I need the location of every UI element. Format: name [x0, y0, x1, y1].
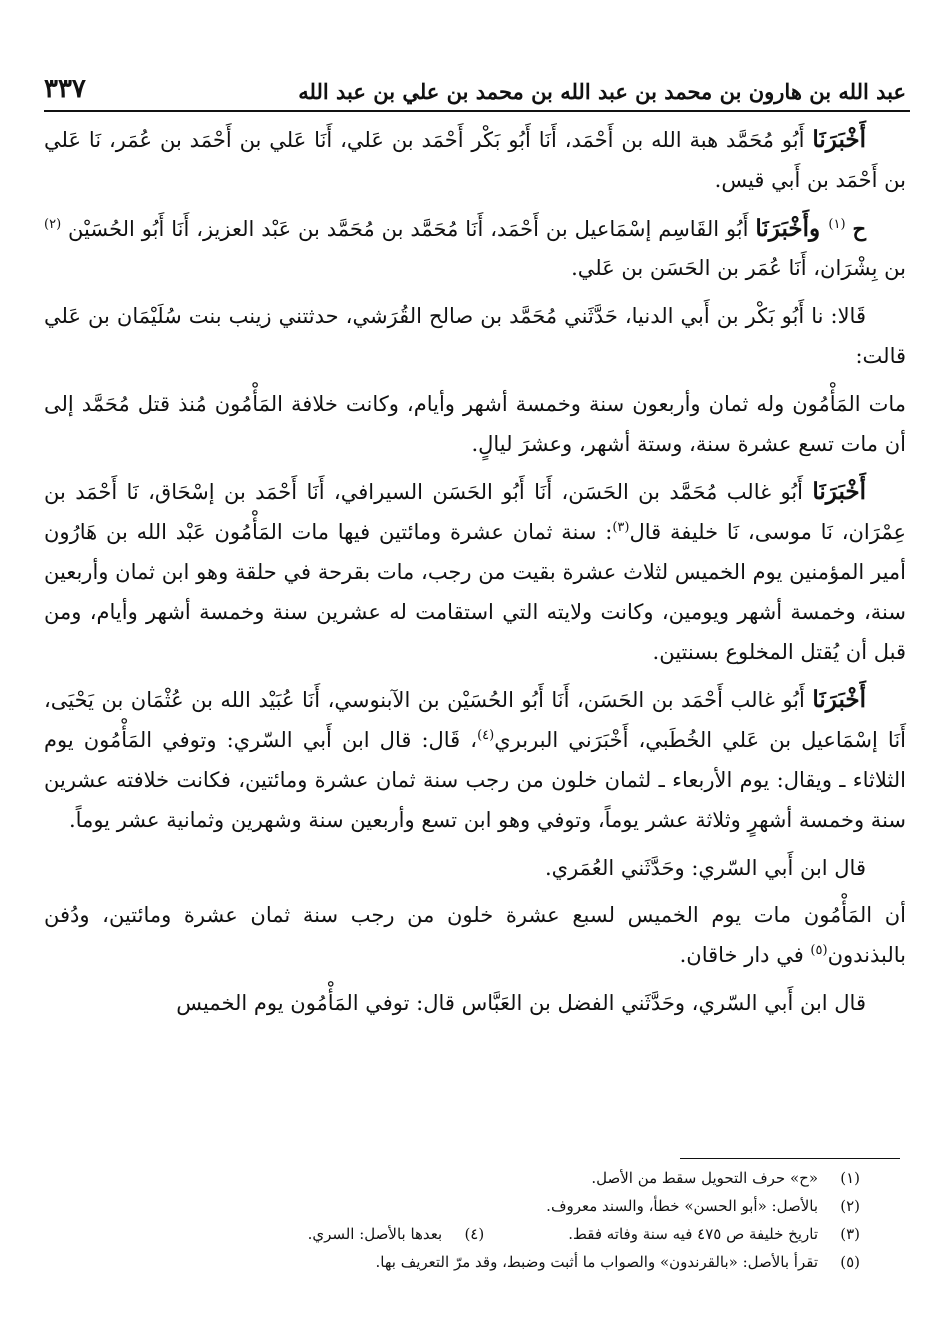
footnote-3: [568, 1220, 864, 1248]
paragraph-text: في دار خاقان.: [679, 943, 811, 968]
paragraph-6: [44, 680, 906, 840]
footnote-number: (٥): [840, 1253, 860, 1271]
paragraph-text: قَالا: نا أَبُو بَكْر بن أَبي الدنيا، حَدَّثَني مُحَمَّد بن صالح القُرَشي، حدثتني زينب بنت سُلَيْمَان بن عَلي قالت:: [44, 304, 906, 368]
footnote-ref-5[interactable]: (٥): [810, 943, 828, 959]
footnote-text: تاريخ خليفة ص ٤٧٥ فيه سنة وفاته فقط.: [568, 1225, 818, 1243]
paragraph-7: [44, 849, 906, 889]
paragraph-text: بن بِشْرَان، أَنَا عُمَر بن الحَسَن بن عَلي.: [571, 256, 906, 281]
paragraph-text: مات المَأْمُون وله ثمان وأربعون سنة وخمسة أشهر وأيام، وكانت خلافة المَأْمُون مُنذ قتل مُحَمَّد إلى أن مات تسع عشرة سنة، وستة أشهر، وعشرَ ليالٍ.: [44, 391, 907, 456]
footnotes: [44, 1164, 864, 1276]
footnote-ref-2[interactable]: (٢): [44, 216, 62, 232]
footnote-number: (٤): [464, 1225, 485, 1243]
paragraph-text: قال ابن أَبي السّري: وحَدَّثَني العُمَري.: [544, 855, 866, 880]
paragraph-text: أَبُو مُحَمَّد هبة الله بن أَحْمَد، أَنَا أَبُو بَكْر أَحْمَد بن عَلي، أَنَا عَلي بن أَحْمَد بن عُمَر، نَا عَلي بن أَحْمَد بن أَبي قيس.: [44, 128, 906, 192]
paragraph-text: قال ابن أَبي السّري، وحَدَّثَني الفضل بن العَبَّاس قال: توفي المَأْمُون يوم الخميس: [176, 990, 866, 1015]
header-rule: [44, 110, 910, 112]
akhbarana-keyword: وأَخْبَرَنَا: [755, 214, 829, 242]
footnote-4: [308, 1220, 489, 1248]
running-title: عبد الله بن هارون بن محمد بن عبد الله بن محمد بن علي بن عبد الله: [298, 79, 906, 104]
akhbarana-keyword: أَخْبَرَنَا: [812, 478, 866, 506]
tahwil-mark: ح: [852, 215, 866, 241]
footnote-number: (٢): [840, 1197, 860, 1215]
paragraph-text: أَبُو غالب أَحْمَد بن الحَسَن، أَنَا أَبُو الحُسَيْن بن الآبنوسي، أَنَا عُبَيْد الله بن عُثْمَان بن يَحْيَى، أَنَا إسْمَاعيل بن عَلي الخُطَبي، أَخْبَرَني البربري: [44, 688, 907, 753]
footnote-ref-4[interactable]: (٤): [477, 728, 495, 744]
main-text: [44, 120, 906, 1032]
footnote-ref-3[interactable]: (٣): [612, 520, 630, 536]
paragraph-9: [44, 984, 906, 1024]
footnote-rule: [680, 1158, 900, 1159]
paragraph-2: [44, 209, 906, 290]
paragraph-8: [44, 896, 906, 976]
paragraph-text: أن المَأْمُون مات يوم الخميس لسبع عشرة خلون من رجب سنة ثمان عشرة ومائتين، ودُفن بالبذندون: [44, 903, 906, 968]
footnote-text: «ح» حرف التحويل سقط من الأصل.: [591, 1169, 818, 1187]
footnote-number: (١): [840, 1169, 860, 1187]
page-header: [44, 64, 906, 104]
paragraph-text: أَبُو القَاسِم إسْمَاعيل بن أَحْمَد، أَنَا مُحَمَّد بن مُحَمَّد بن عَبْد العزيز، أَنَا أَبُو الحُسَيْن: [68, 216, 756, 241]
akhbarana-keyword: أَخْبَرَنَا: [812, 686, 866, 714]
footnote-text: تقرأ بالأصل: «بالقرندون» والصواب ما أثبت وضبط، وقد مرّ التعريف بها.: [375, 1253, 818, 1271]
akhbarana-keyword: أَخْبَرَنَا: [812, 126, 866, 153]
paragraph-1: [44, 120, 906, 201]
paragraph-4: [44, 385, 906, 465]
footnote-row-3-4: [44, 1220, 864, 1248]
paragraph-text: ، قَال: قال ابن أَبي السّري: وتوفي المَأْمُون يوم الثلاثاء ـ ويقال: يوم الأربعاء ـ لثمان خلون من رجب سنة ثمان عشرة ومائتين، فكانت خلافته عشرين سنة وخمسة أشهرٍ وثلاثة عشر يوماً، وتوفي وهو ابن تسع وأربعين سنة وشهرين وثمانية عشر يوماً.: [44, 728, 906, 832]
footnote-1: [44, 1164, 864, 1192]
footnote-ref-1[interactable]: (١): [828, 216, 846, 232]
footnote-text: بالأصل: «أبو الحسن» خطأ، والسند معروف.: [546, 1197, 818, 1215]
paragraph-3: [44, 297, 906, 377]
paragraph-text: أَبُو غالب مُحَمَّد بن الحَسَن، أَنَا أَبُو الحَسَن السيرافي، أَنَا أَحْمَد بن إسْحَاق، نَا أَحْمَد بن عِمْرَان، نَا موسى، نَا خليفة قال: [44, 480, 906, 545]
footnote-5: [44, 1248, 864, 1276]
page-number: ٣٣٧: [44, 74, 86, 104]
footnote-2: [44, 1192, 864, 1220]
paragraph-text: : سنة ثمان عشرة ومائتين فيها مات المَأْمُون عَبْد الله بن هَارُون أمير المؤمنين يوم الخميس لثلاث عشرة بقيت من رجب، مات بقرحة في حلقة وهو ابن ثمان وأربعين سنة، وخمسة أشهر ويومين، وكانت ولايته التي استقامت له عشرين سنة وخمسة أشهر وأيام، ومن قبل أن يُقتل المخلوع بسنتين.: [44, 520, 906, 664]
footnote-number: (٣): [840, 1225, 860, 1243]
paragraph-5: [44, 472, 906, 672]
footnote-text: بعدها بالأصل: السري.: [307, 1225, 443, 1243]
